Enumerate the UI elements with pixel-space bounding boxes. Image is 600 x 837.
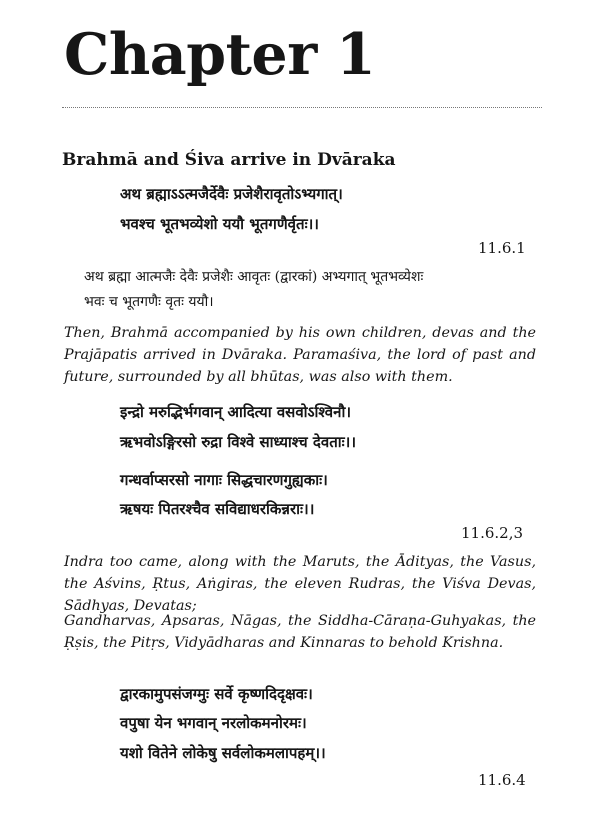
translation-paragraph: Indra too came, along with the Maruts, the Ādityas, the Vasus, the Aśvins, Ṛtus, Aṅgiras, the eleven Rudras, the Viśva Devas, Sādhyas, Devatas; xyxy=(64,554,536,614)
verse-line: वपुषा येन भगवान् नरलोकमनोरमः। xyxy=(120,714,307,732)
chapter-title: Chapter 1 xyxy=(64,21,376,88)
verse-reference: 11.6.2,3 xyxy=(461,524,524,542)
verse-line: भवश्च भूतभव्येशो ययौ भूतगणैर्वृतः।। xyxy=(120,215,319,233)
title-divider xyxy=(62,107,542,108)
section-heading: Brahmā and Śiva arrive in Dvāraka xyxy=(62,150,396,170)
verse-line: द्वारकामुपसंजग्मुः सर्वे कृष्णदिदृक्षवः। xyxy=(120,685,313,703)
verse-line: ऋभवोऽङ्गिरसो रुद्रा विश्वे साध्याश्च देवताः।। xyxy=(120,433,357,451)
verse-line: यशो वितेने लोकेषु सर्वलोकमलापहम्।। xyxy=(120,744,326,762)
transliteration-line: अथ ब्रह्मा आत्मजैः देवैः प्रजेशैः आवृतः (द्वारकां) अभ्यगात् भूतभव्येशः xyxy=(84,269,424,285)
translation-paragraph: Gandharvas, Apsaras, Nāgas, the Siddha-Cāraṇa-Guhyakas, the Ṛṣis, the Pitṛs, Vidyādharas and Kinnaras to behold Krishna. xyxy=(64,613,536,651)
verse-line: अथ ब्रह्माऽऽत्मजैर्देवैः प्रजेशैरावृतोऽभ्यगात्। xyxy=(120,185,343,203)
verse-line: ऋषयः पितरश्चैव सविद्याधरकिन्नराः।। xyxy=(120,500,315,518)
transliteration-line: भवः च भूतगणैः वृतः ययौ। xyxy=(84,294,214,310)
verse-reference: 11.6.4 xyxy=(478,771,526,789)
translation-paragraph: Then, Brahmā accompanied by his own children, devas and the Prajāpatis arrived in Dvāraka. Paramaśiva, the lord of past and future, surrounded by all bhūtas, was also with them. xyxy=(64,325,536,385)
verse-line: इन्द्रो मरुद्भिर्भगवान् आदित्या वसवोऽश्विनौ। xyxy=(120,403,352,421)
verse-line: गन्धर्वाप्सरसो नागाः सिद्धचारणगुह्यकाः। xyxy=(120,471,328,489)
verse-reference: 11.6.1 xyxy=(478,239,526,257)
